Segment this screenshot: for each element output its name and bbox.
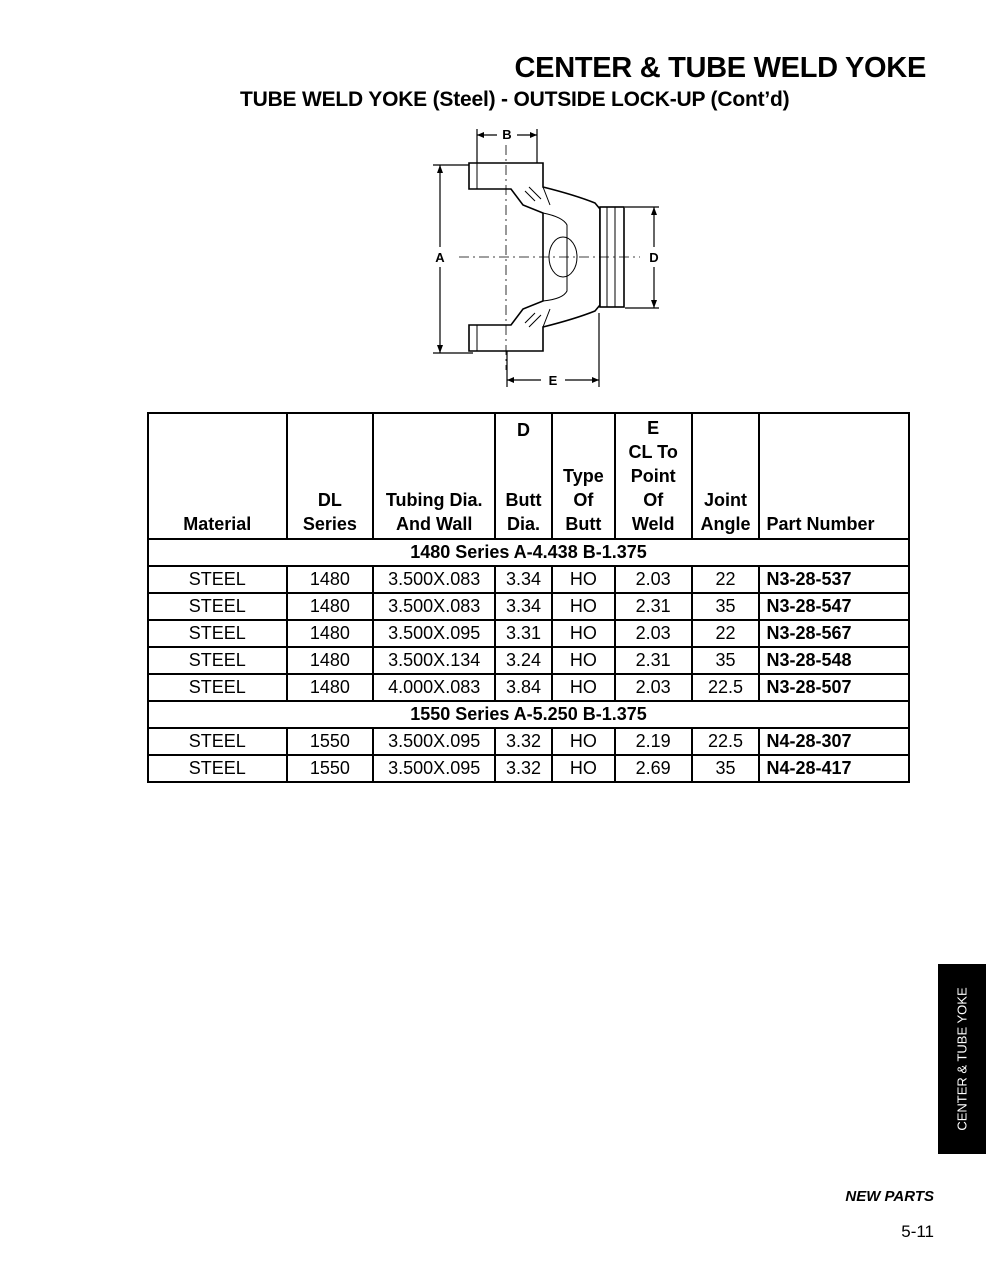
cell-cl-to-point: 2.03 <box>615 620 692 647</box>
table-header-row <box>148 413 909 539</box>
table-row <box>148 620 909 647</box>
cell-type-of-butt: HO <box>552 647 615 674</box>
cell-part-number: N3-28-547 <box>759 593 909 620</box>
table-row <box>148 674 909 701</box>
cell-butt-dia: 3.31 <box>495 620 552 647</box>
cell-butt-dia: 3.84 <box>495 674 552 701</box>
parts-table <box>147 412 910 783</box>
dimension-d-label: D <box>649 250 659 265</box>
header-joint-angle: Joint Angle <box>692 413 760 539</box>
dimension-e-label: E <box>548 373 558 387</box>
cell-part-number: N3-28-507 <box>759 674 909 701</box>
cell-butt-dia: 3.34 <box>495 593 552 620</box>
cell-type-of-butt: HO <box>552 755 615 782</box>
section-header-row <box>148 539 909 566</box>
yoke-diagram <box>425 125 675 387</box>
cell-part-number: N4-28-307 <box>759 728 909 755</box>
page-title: CENTER & TUBE WELD YOKE <box>514 52 926 84</box>
page-subtitle: TUBE WELD YOKE (Steel) - OUTSIDE LOCK-UP (Cont’d) <box>240 88 790 111</box>
cell-material: STEEL <box>148 647 287 674</box>
cell-type-of-butt: HO <box>552 674 615 701</box>
cell-cl-to-point: 2.69 <box>615 755 692 782</box>
cell-dl-series: 1480 <box>287 566 374 593</box>
section-header-row <box>148 701 909 728</box>
table-row <box>148 593 909 620</box>
cell-dl-series: 1550 <box>287 755 374 782</box>
cell-type-of-butt: HO <box>552 593 615 620</box>
cell-butt-dia: 3.32 <box>495 755 552 782</box>
table-row <box>148 566 909 593</box>
cell-type-of-butt: HO <box>552 620 615 647</box>
cell-joint-angle: 22.5 <box>692 674 760 701</box>
cell-joint-angle: 35 <box>692 755 760 782</box>
cell-type-of-butt: HO <box>552 728 615 755</box>
cell-material: STEEL <box>148 728 287 755</box>
cell-joint-angle: 22.5 <box>692 728 760 755</box>
cell-material: STEEL <box>148 755 287 782</box>
cell-tubing: 4.000X.083 <box>373 674 495 701</box>
header-material: Material <box>148 413 287 539</box>
cell-butt-dia: 3.24 <box>495 647 552 674</box>
section-title: 1480 Series A-4.438 B-1.375 <box>148 539 909 566</box>
table-row <box>148 755 909 782</box>
cell-material: STEEL <box>148 593 287 620</box>
cell-tubing: 3.500X.083 <box>373 566 495 593</box>
cell-cl-to-point: 2.03 <box>615 566 692 593</box>
cell-cl-to-point: 2.31 <box>615 647 692 674</box>
table-row <box>148 728 909 755</box>
cell-dl-series: 1550 <box>287 728 374 755</box>
section-side-tab: CENTER & TUBE YOKE <box>938 964 986 1154</box>
cell-tubing: 3.500X.083 <box>373 593 495 620</box>
header-tubing: Tubing Dia. And Wall <box>373 413 495 539</box>
cell-part-number: N3-28-548 <box>759 647 909 674</box>
cell-joint-angle: 22 <box>692 620 760 647</box>
cell-tubing: 3.500X.095 <box>373 728 495 755</box>
table-row <box>148 647 909 674</box>
cell-butt-dia: 3.32 <box>495 728 552 755</box>
cell-material: STEEL <box>148 674 287 701</box>
cell-material: STEEL <box>148 620 287 647</box>
new-parts-label: NEW PARTS <box>845 1188 934 1205</box>
section-title: 1550 Series A-5.250 B-1.375 <box>148 701 909 728</box>
cell-type-of-butt: HO <box>552 566 615 593</box>
cell-cl-to-point: 2.03 <box>615 674 692 701</box>
cell-dl-series: 1480 <box>287 620 374 647</box>
cell-joint-angle: 35 <box>692 593 760 620</box>
cell-material: STEEL <box>148 566 287 593</box>
header-dl-series: DL Series <box>287 413 374 539</box>
cell-dl-series: 1480 <box>287 674 374 701</box>
header-cl-to-point: E CL To Point Of Weld <box>615 413 692 539</box>
cell-part-number: N3-28-537 <box>759 566 909 593</box>
dimension-b-label: B <box>502 127 512 142</box>
cell-dl-series: 1480 <box>287 593 374 620</box>
cell-dl-series: 1480 <box>287 647 374 674</box>
header-type-of-butt: Type Of Butt <box>552 413 615 539</box>
cell-tubing: 3.500X.134 <box>373 647 495 674</box>
cell-joint-angle: 35 <box>692 647 760 674</box>
cell-tubing: 3.500X.095 <box>373 755 495 782</box>
cell-tubing: 3.500X.095 <box>373 620 495 647</box>
page-number: 5-11 <box>901 1222 934 1241</box>
cell-butt-dia: 3.34 <box>495 566 552 593</box>
cell-joint-angle: 22 <box>692 566 760 593</box>
cell-part-number: N3-28-567 <box>759 620 909 647</box>
header-butt-dia: D Butt Dia. <box>495 413 552 539</box>
cell-part-number: N4-28-417 <box>759 755 909 782</box>
header-part-number: Part Number <box>759 413 909 539</box>
dimension-a-label: A <box>435 250 445 265</box>
cell-cl-to-point: 2.19 <box>615 728 692 755</box>
cell-cl-to-point: 2.31 <box>615 593 692 620</box>
